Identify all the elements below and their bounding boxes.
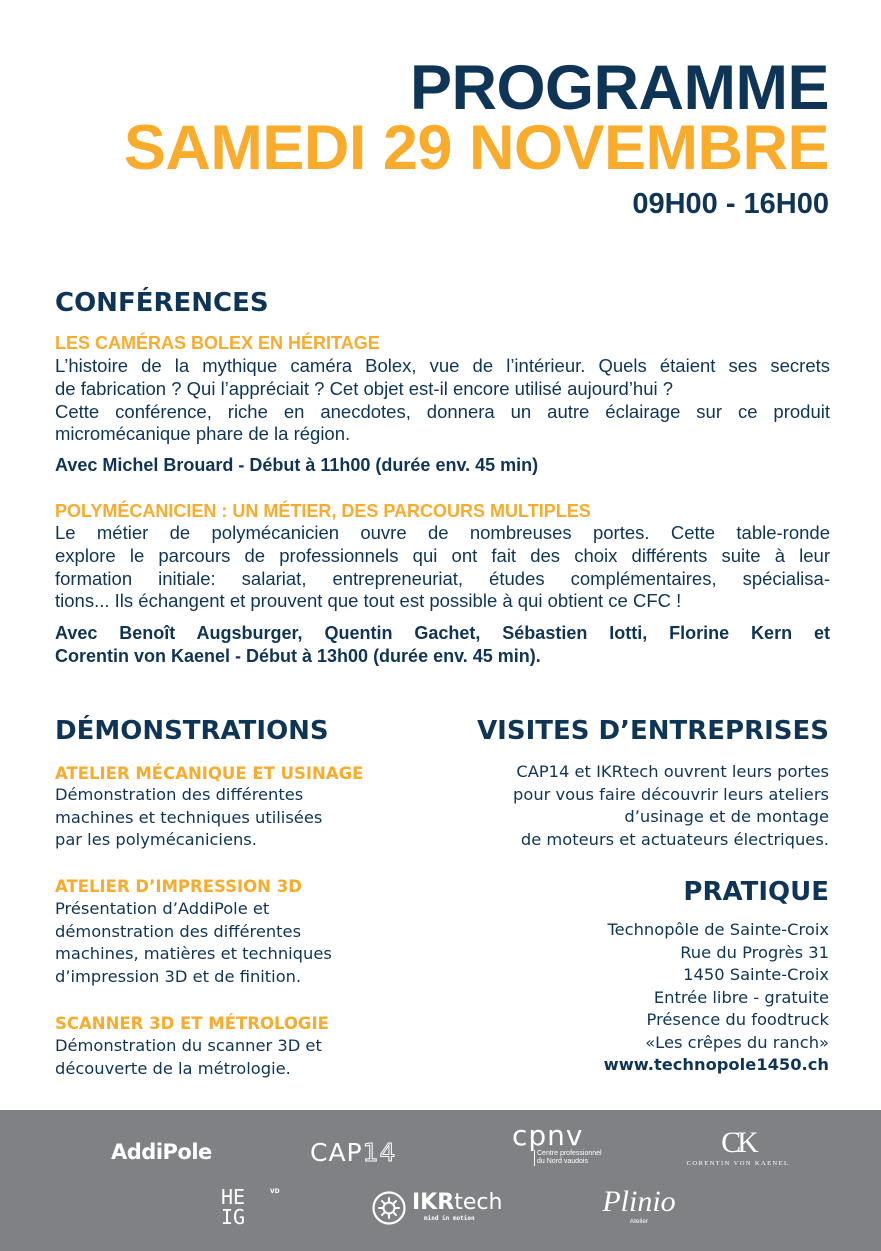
text-line: Avec Benoît Augsburger, Quentin Gachet, Sébastien Iotti, Florine Kern et: [55, 623, 830, 643]
addipole-logo: AddiPole: [111, 1140, 212, 1164]
visits-description: [513, 761, 829, 851]
text-line: pour vous faire découvrir leurs ateliers: [513, 784, 829, 804]
admission: Entrée libre - gratuite: [653, 987, 829, 1007]
cpnv-sub-line: Centre professionnel: [537, 1150, 602, 1157]
conference-title: LES CAMÉRAS BOLEX EN HÉRITAGE: [55, 333, 380, 353]
demo-title: ATELIER MÉCANIQUE ET USINAGE: [55, 764, 364, 783]
city: 1450 Sainte-Croix: [683, 965, 829, 984]
foodtruck: Présence du foodtruck: [646, 1010, 829, 1029]
event-date: SAMEDI 29 NOVEMBRE: [123, 113, 829, 183]
cap14-logo-text: CAP: [310, 1138, 363, 1167]
plinio-atelier-logo: [598, 1186, 680, 1225]
conference-speaker: Avec Michel Brouard - Début à 11h00 (durée env. 45 min): [55, 455, 539, 475]
event-hours: 09H00 - 16H00: [632, 188, 829, 220]
text-line: machines, matières et techniques: [55, 944, 332, 963]
cpnv-logo-subtitle: [534, 1150, 602, 1166]
demo-description: [55, 1035, 322, 1080]
text-line: CAP14 et IKRtech ouvrent leurs portes: [516, 762, 829, 781]
text-line: découverte de la métrologie.: [55, 1058, 291, 1078]
cap14-logo: [310, 1138, 396, 1167]
text-line: de fabrication ? Qui l’appréciait ? Cet objet est-il encore utilisé aujourd’hui ?: [55, 377, 674, 399]
foodtruck-name: «Les crêpes du ranch»: [645, 1032, 829, 1052]
text-line: démonstration des différentes: [55, 921, 302, 941]
cpnv-sub-line: du Nord vaudois: [537, 1158, 588, 1165]
heig-vd: VD: [270, 1188, 280, 1195]
demonstrations-heading: DÉMONSTRATIONS: [55, 716, 329, 746]
demo-description: [55, 784, 322, 852]
heig-top: HE: [221, 1185, 246, 1209]
text-line: micromécanique phare de la région.: [55, 423, 351, 445]
conference-speakers: [55, 622, 830, 668]
text-line: par les polymécaniciens.: [55, 830, 257, 849]
text-line: explore le parcours de professionnels qui ont fait des choix différents suite à leur: [55, 544, 830, 566]
ikrtech-tagline: mind in motion: [424, 1215, 475, 1222]
text-line: Corentin von Kaenel - Début à 13h00 (durée env. 45 min).: [55, 645, 541, 666]
text-line: formation initiale: salariat, entrepreneuriat, études complémentaires, spécialisa-: [55, 567, 830, 589]
text-line: L’histoire de la mythique caméra Bolex, vue de l’intérieur. Quels étaient ses secrets: [55, 355, 830, 376]
practical-info: [604, 919, 829, 1077]
conferences-heading: CONFÉRENCES: [55, 288, 269, 318]
conference-title: POLYMÉCANICIEN : UN MÉTIER, DES PARCOURS MULTIPLES: [55, 501, 591, 521]
text-line: Cette conférence, riche en anecdotes, donnera un autre éclairage sur ce produit: [55, 400, 830, 422]
sun-gear-icon: [372, 1191, 406, 1225]
text-line: d’usinage et de montage: [624, 807, 829, 826]
text-line: tions... Ils échangent et prouvent que tout est possible à qui obtient ce CFC !: [55, 590, 682, 612]
website-link[interactable]: www.technopole1450.ch: [603, 1055, 829, 1074]
conference-description: [55, 522, 830, 613]
text-line: Démonstration des différentes: [55, 785, 304, 804]
cpnv-logo: [512, 1119, 602, 1166]
heig-bottom: IG: [221, 1205, 246, 1229]
cvk-monogram: CK: [721, 1126, 755, 1159]
visits-heading: VISITES D’ENTREPRISES: [477, 716, 829, 746]
heig-vd-logo: [221, 1185, 280, 1229]
text-line: de moteurs et actuateurs électriques.: [520, 829, 829, 849]
page-title: PROGRAMME: [410, 53, 829, 123]
ikrtech-name: [412, 1191, 502, 1215]
text-line: machines et techniques utilisées: [55, 807, 323, 827]
street-address: Rue du Progrès 31: [680, 942, 829, 962]
text-line: Démonstration du scanner 3D et: [55, 1036, 322, 1055]
demo-description: [55, 898, 332, 988]
demo-title: ATELIER D’IMPRESSION 3D: [55, 877, 302, 896]
practical-heading: PRATIQUE: [683, 877, 829, 907]
text-line: Présentation d’AddiPole et: [55, 899, 270, 918]
conference-description: [55, 355, 830, 446]
demo-title: SCANNER 3D ET MÉTROLOGIE: [55, 1014, 329, 1033]
text-line: d’impression 3D et de finition.: [55, 966, 302, 986]
cap14-logo-number: 14: [362, 1138, 397, 1167]
cvk-name: CORENTIN VON KAENEL: [686, 1160, 790, 1167]
corentin-von-kaenel-logo: [686, 1128, 790, 1167]
plinio-script: Plinio: [602, 1185, 676, 1218]
venue-name: Technopôle de Sainte-Croix: [607, 920, 829, 939]
cpnv-logo-text: cpnv: [512, 1119, 584, 1152]
ikrtech-name-bold: IKR: [412, 1190, 455, 1215]
text-line: Le métier de polymécanicien ouvre de nombreuses portes. Cette table-ronde: [55, 522, 830, 543]
plinio-subtitle: Atelier: [629, 1218, 649, 1225]
ikrtech-name-light: tech: [454, 1190, 503, 1215]
